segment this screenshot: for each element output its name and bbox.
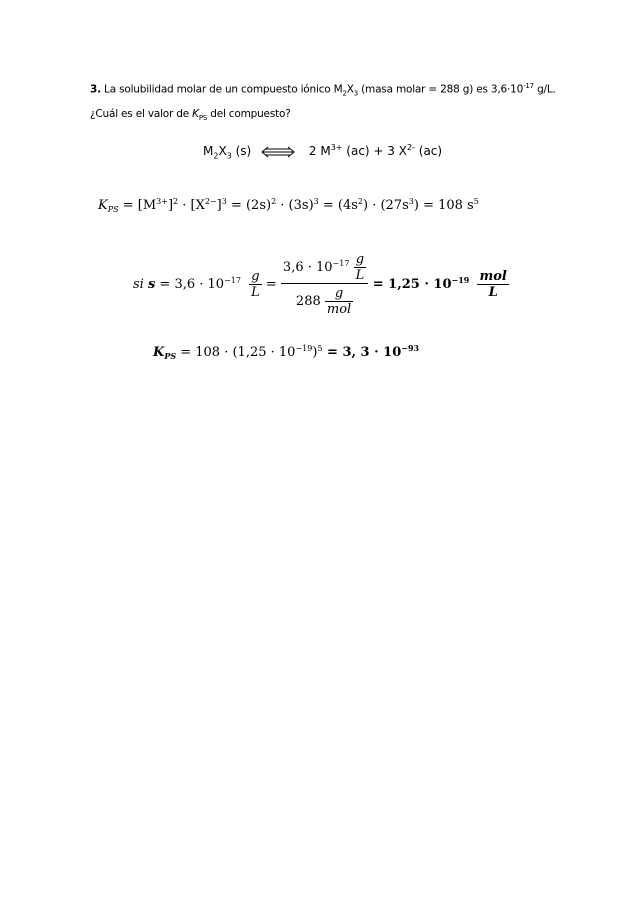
power: 3 [408,197,414,206]
power: 3 [221,197,227,206]
state: (s) [231,144,252,158]
denominator: mol [326,302,352,317]
problem-text: (masa molar = 288 g) es 3,6·10 [358,83,524,96]
product-m: 2 M [308,144,331,158]
problem-number: 3. [90,83,101,96]
k-symbol: K [153,345,165,360]
final-kps-expression [153,343,419,361]
term: ) = 108 s [413,198,474,213]
subscript: PS [164,351,177,361]
term: ] [167,198,174,213]
state: (ac) + 3 X [342,144,407,158]
problem-statement [90,76,560,128]
kps-symbol: K [192,107,199,120]
charge: 3+ [156,197,168,206]
denominator: L [355,268,365,283]
exponent: −19 [295,344,313,353]
fraction-conversion [281,252,368,317]
problem-text: del compuesto? [207,107,291,120]
result: = 1,25 · 10 [368,277,452,292]
fraction-mol-per-l [477,269,508,300]
charge: 3+ [330,143,343,152]
k-symbol: K [98,198,108,213]
subscript: 2 [342,89,347,98]
reactant-m: M [203,144,214,158]
fraction-g-per-l [354,252,367,283]
problem-text: g/L. ¿Cuál es el valor de [90,83,556,120]
numerator: mol [479,269,507,284]
subscript: 2 [213,151,219,161]
subscript: 3 [226,151,232,161]
power: 3 [313,197,319,206]
reactant-x: X [218,144,227,158]
power: 2 [173,197,179,206]
term: = (2s) [226,198,272,213]
denominator: L [477,284,508,300]
exponent: -17 [523,82,534,90]
state: (ac) [414,144,443,158]
term: ) [312,345,318,360]
result: = 3, 3 · 10 [322,345,402,360]
equilibrium-arrow-icon [261,145,295,159]
term: ) · (27s [363,198,409,213]
problem-text: X [346,83,354,96]
subscript: PS [107,205,119,214]
problem-text: La solubilidad molar de un compuesto iónico M [104,83,343,96]
term: · (3s) [276,198,314,213]
term: = (4s [318,198,358,213]
exponent: −93 [401,343,420,353]
term: 288 [295,294,321,309]
fraction-g-per-mol [325,286,353,317]
charge: 2- [406,143,415,152]
exponent: −19 [451,275,470,285]
term: = 108 · (1,25 · 10 [176,345,296,360]
dissolution-reaction [203,143,442,160]
exponent: −17 [332,259,350,268]
power: 2 [357,197,363,206]
numerator: g [251,269,260,284]
power: 5 [317,344,323,353]
conversion-denominator [281,283,368,317]
subscript: 3 [353,89,359,98]
term: = 3,6 · 10 [155,277,225,292]
numerator: g [334,286,344,301]
power: 5 [473,197,479,206]
term: ] [216,198,222,213]
term: · [X [178,198,205,213]
fraction-g-per-l [249,269,262,300]
kps-expression [98,197,479,214]
term: = [261,277,281,292]
exponent: −17 [224,276,241,285]
numerator: g [355,252,365,267]
solubility-expression [133,252,509,317]
term: 3,6 · 10 [282,260,333,275]
term: = [M [118,198,157,213]
subscript: PS [198,113,208,122]
power: 2 [271,197,277,206]
s-symbol: s [147,277,156,292]
si-word: si [133,277,148,292]
denominator: L [251,285,260,300]
conversion-numerator [281,252,368,283]
charge: 2− [204,197,217,206]
